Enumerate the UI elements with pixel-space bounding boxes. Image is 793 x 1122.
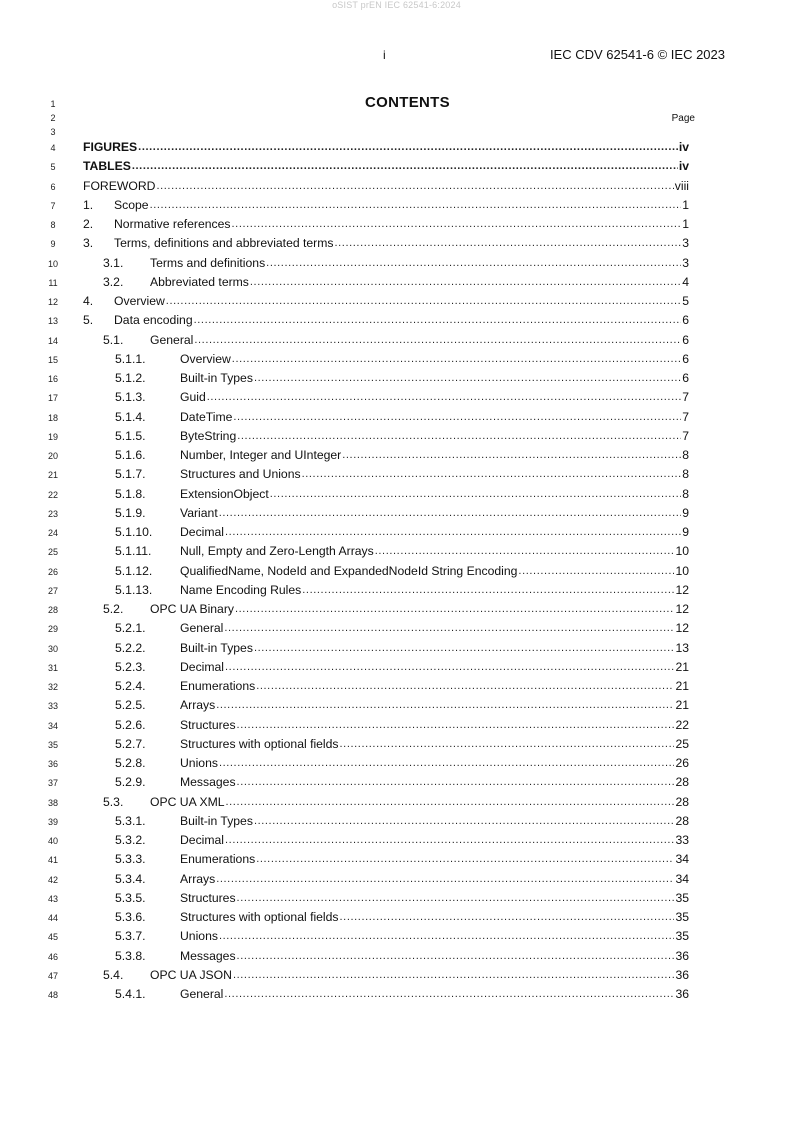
toc-entry-title: Overview: [114, 294, 165, 308]
toc-dot-leader: [256, 852, 674, 867]
toc-entry-page: 1: [682, 217, 689, 231]
toc-entry-title: Unions: [180, 756, 218, 770]
toc-entry-number: 5.2.6.: [115, 717, 146, 732]
line-number: 37: [47, 778, 58, 789]
toc-dot-leader: [216, 872, 674, 887]
toc-entry-title: FIGURES: [83, 140, 138, 154]
toc-entry[interactable]: [103, 601, 689, 617]
line-number: 18: [47, 412, 58, 423]
toc-entry-title: Structures with optional fields: [180, 910, 339, 924]
line-number: 26: [47, 566, 58, 577]
toc-entry-page: 34: [675, 871, 689, 886]
toc-entry-title: OPC UA XML: [150, 794, 225, 809]
toc-entry-title: Arrays: [180, 871, 216, 886]
line-number: 23: [47, 508, 58, 519]
toc-entry-number: 5.3.6.: [115, 910, 146, 924]
toc-entry-title: Decimal: [180, 659, 225, 674]
toc-entry[interactable]: [115, 543, 689, 559]
toc-entry-number: 5.1.11.: [115, 544, 152, 559]
toc-entry-number: 5.3.4.: [115, 871, 146, 886]
toc-entry[interactable]: [115, 582, 689, 598]
toc-entry[interactable]: [115, 620, 689, 636]
toc-entry-page: 13: [675, 640, 689, 655]
line-number: 38: [47, 797, 58, 808]
toc-dot-leader: [340, 737, 675, 752]
toc-entry-page: iv: [678, 159, 689, 174]
toc-entry-title: OPC UA Binary: [150, 602, 234, 616]
toc-dot-leader: [256, 679, 674, 694]
toc-entry-page: 36: [675, 987, 689, 1001]
toc-entry-number: 5.1.8.: [115, 486, 146, 501]
toc-entry-title: Messages: [180, 775, 236, 790]
toc-entry[interactable]: [115, 640, 689, 656]
toc-entry[interactable]: [115, 813, 689, 829]
line-number: 36: [47, 759, 58, 769]
line-number: 11: [48, 277, 58, 288]
toc-dot-leader: [237, 891, 675, 906]
toc-dot-leader: [166, 294, 681, 309]
toc-entry[interactable]: [115, 948, 689, 964]
toc-entry[interactable]: [115, 351, 689, 367]
toc-entry-number: 5.4.1.: [115, 987, 146, 1001]
toc-entry[interactable]: [115, 447, 689, 463]
toc-dot-leader: [150, 198, 682, 213]
toc-entry-number: 5.2.9.: [115, 775, 146, 790]
line-number: 25: [47, 547, 58, 558]
toc-entry[interactable]: [103, 967, 689, 983]
toc-entry-number: 5.1.: [103, 332, 124, 347]
toc-entry-page: 34: [675, 852, 689, 867]
toc-entry-page: 35: [675, 910, 689, 924]
toc-entry-number: 5.2.8.: [115, 756, 146, 770]
toc-entry-number: 3.2.: [103, 274, 124, 289]
toc-entry-page: 22: [675, 717, 689, 732]
toc-entry-title: QualifiedName, NodeId and ExpandedNodeId String Encoding: [180, 563, 518, 578]
toc-entry-number: 5.1.2.: [115, 371, 146, 385]
toc-entry[interactable]: [115, 524, 689, 540]
toc-entry-title: General: [180, 987, 224, 1001]
watermark: oSIST prEN IEC 62541-6:2024: [332, 0, 461, 10]
toc-entry-number: 5.1.1.: [115, 351, 146, 366]
toc-entry-number: 5.2.5.: [115, 698, 146, 713]
page-column-label: Page: [671, 113, 695, 124]
toc-entry-title: ExtensionObject: [180, 486, 269, 501]
line-number: 46: [47, 951, 58, 962]
toc-entry-page: 35: [675, 890, 689, 905]
toc-entry[interactable]: [115, 774, 689, 790]
toc-entry[interactable]: [115, 871, 689, 887]
toc-dot-leader: [132, 159, 678, 174]
toc-entry-page: 6: [682, 313, 689, 328]
line-number: 8: [50, 220, 56, 230]
toc-dot-leader: [302, 583, 674, 598]
toc-entry-number: 5.1.3.: [115, 390, 146, 405]
line-number: 39: [47, 816, 58, 827]
toc-dot-leader: [270, 487, 681, 502]
toc-entry[interactable]: [83, 158, 689, 174]
toc-entry[interactable]: [83, 139, 689, 155]
toc-dot-leader: [207, 390, 681, 405]
toc-entry-title: Variant: [180, 505, 218, 520]
toc-entry-number: 5.2.: [103, 602, 124, 616]
line-number: 22: [47, 489, 58, 500]
toc-entry-number: 5.1.10.: [115, 525, 153, 539]
toc-entry-title: General: [150, 332, 194, 347]
toc-dot-leader: [518, 564, 674, 579]
line-number: 44: [47, 913, 58, 923]
toc-entry[interactable]: [115, 505, 689, 521]
line-number: 32: [47, 682, 58, 692]
toc-entry-page: 21: [675, 679, 689, 693]
line-number: 3: [50, 127, 56, 137]
toc-entry-page: iv: [678, 140, 689, 154]
toc-entry-page: 3: [682, 255, 689, 270]
toc-entry-number: 5.1.9.: [115, 505, 146, 520]
toc-entry-title: Abbreviated terms: [150, 274, 249, 289]
toc-entry-title: Guid: [180, 390, 206, 405]
toc-entry[interactable]: [115, 678, 689, 694]
toc-entry[interactable]: [115, 428, 689, 444]
toc-entry-title: General: [180, 621, 224, 636]
toc-entry-title: Overview: [180, 351, 231, 366]
toc-entry[interactable]: [115, 409, 689, 425]
toc-entry[interactable]: [115, 370, 689, 386]
toc-dot-leader: [233, 410, 681, 425]
toc-entry-number: 5.3.8.: [115, 948, 146, 963]
toc-entry-page: 8: [682, 467, 689, 482]
line-number: 10: [47, 258, 58, 269]
toc-entry[interactable]: [115, 851, 689, 867]
toc-entry-number: 4.: [83, 294, 94, 308]
line-number: 45: [47, 932, 58, 943]
toc-entry-page: 33: [675, 833, 689, 847]
toc-dot-leader: [194, 333, 681, 348]
toc-dot-leader: [224, 987, 674, 1002]
line-number: 5: [50, 162, 56, 173]
line-number: 29: [47, 624, 58, 635]
line-number: 34: [47, 720, 58, 731]
toc-entry-page: 21: [675, 659, 689, 674]
toc-dot-leader: [219, 929, 675, 944]
toc-entry-title: Number, Integer and UInteger: [180, 448, 342, 462]
line-number: 15: [47, 354, 58, 365]
line-number: 6: [50, 181, 56, 192]
line-number: 4: [50, 143, 56, 153]
toc-entry-page: 10: [675, 544, 689, 559]
toc-entry-page: 3: [682, 236, 689, 251]
toc-entry-title: Null, Empty and Zero-Length Arrays: [180, 544, 374, 559]
line-number: 47: [47, 970, 58, 981]
line-number: 7: [50, 200, 56, 211]
line-number: 12: [47, 297, 58, 307]
toc-entry-title: Normative references: [114, 217, 231, 231]
toc-entry-title: Decimal: [180, 525, 225, 539]
line-number: 40: [47, 836, 58, 846]
toc-entry[interactable]: [115, 697, 689, 713]
toc-entry-page: 28: [675, 775, 689, 790]
toc-entry-title: FOREWORD: [83, 178, 156, 193]
toc-dot-leader: [226, 795, 675, 810]
toc-entry-number: 5.3.3.: [115, 852, 146, 867]
toc-entry-title: Built-in Types: [180, 813, 253, 828]
toc-entry-number: 5.1.4.: [115, 409, 146, 424]
toc-entry-title: TABLES: [83, 159, 131, 174]
toc-entry-title: Terms and definitions: [150, 255, 266, 270]
toc-entry[interactable]: [115, 755, 689, 771]
toc-entry-page: 28: [675, 794, 689, 809]
toc-dot-leader: [138, 140, 678, 155]
toc-entry[interactable]: [115, 486, 689, 502]
toc-entry-number: 1.: [83, 197, 94, 212]
line-number: 1: [50, 99, 56, 109]
toc-entry-title: Structures and Unions: [180, 467, 301, 482]
toc-entry-page: viii: [674, 178, 689, 193]
line-number: 13: [47, 316, 58, 327]
toc-entry[interactable]: [103, 255, 689, 271]
line-number: 16: [47, 374, 58, 384]
line-number: 42: [47, 874, 58, 885]
toc-dot-leader: [216, 698, 674, 713]
line-number: 41: [47, 855, 58, 866]
line-number: 21: [47, 470, 58, 481]
toc-dot-leader: [219, 506, 682, 521]
toc-entry[interactable]: [83, 178, 689, 194]
toc-dot-leader: [254, 814, 675, 829]
toc-entry[interactable]: [103, 274, 689, 290]
toc-entry-number: 2.: [83, 217, 94, 231]
toc-entry-number: 5.3.7.: [115, 929, 146, 944]
toc-dot-leader: [250, 275, 681, 290]
toc-entry-title: DateTime: [180, 409, 233, 424]
toc-entry-page: 7: [682, 409, 689, 424]
toc-entry-page: 12: [675, 621, 689, 636]
toc-entry-page: 1: [682, 197, 689, 212]
toc-entry-page: 25: [675, 736, 689, 751]
line-number: 35: [47, 739, 58, 750]
toc-entry[interactable]: [115, 466, 689, 482]
toc-entry-number: 5.: [83, 313, 94, 328]
toc-entry-page: 5: [682, 294, 689, 308]
toc-entry[interactable]: [115, 736, 689, 752]
toc-entry-page: 9: [682, 525, 689, 539]
line-number: 31: [47, 662, 58, 673]
toc-entry-page: 10: [675, 563, 689, 578]
toc-entry-title: Messages: [180, 948, 236, 963]
toc-entry-page: 12: [675, 582, 689, 597]
toc-entry-title: Decimal: [180, 833, 225, 847]
toc-entry[interactable]: [83, 293, 689, 309]
toc-entry-number: 5.1.7.: [115, 467, 146, 482]
toc-entry-page: 36: [675, 948, 689, 963]
toc-dot-leader: [225, 660, 674, 675]
toc-entry-page: 6: [682, 332, 689, 347]
toc-entry-page: 6: [682, 371, 689, 385]
toc-entry-page: 8: [682, 486, 689, 501]
toc-entry-page: 26: [675, 756, 689, 770]
toc-entry[interactable]: [115, 832, 689, 848]
toc-entry-number: 5.2.1.: [115, 621, 146, 636]
toc-entry-title: Name Encoding Rules: [180, 582, 302, 597]
line-number: 30: [47, 643, 58, 654]
line-number: 17: [47, 393, 58, 404]
toc-dot-leader: [232, 217, 682, 232]
line-number: 24: [47, 528, 58, 538]
toc-entry-title: ByteString: [180, 428, 237, 443]
toc-dot-leader: [233, 968, 674, 983]
toc-dot-leader: [232, 352, 681, 367]
header-page-number: i: [383, 48, 386, 62]
toc-dot-leader: [219, 756, 675, 771]
toc-dot-leader: [194, 313, 682, 328]
toc-dot-leader: [266, 256, 681, 271]
toc-entry-page: 8: [682, 448, 689, 462]
toc-entry-page: 7: [682, 390, 689, 405]
toc-entry[interactable]: [83, 216, 689, 232]
toc-dot-leader: [237, 718, 675, 733]
line-number: 19: [47, 431, 58, 442]
line-number: 33: [47, 701, 58, 712]
toc-entry-number: 5.1.12.: [115, 563, 153, 578]
toc-dot-leader: [156, 179, 673, 194]
toc-entry-number: 5.2.3.: [115, 659, 146, 674]
line-number: 20: [47, 451, 58, 461]
toc-entry[interactable]: [83, 235, 689, 251]
toc-entry[interactable]: [115, 986, 689, 1002]
toc-entry-page: 4: [682, 274, 689, 289]
toc-entry-title: Data encoding: [114, 313, 193, 328]
toc-dot-leader: [225, 833, 674, 848]
toc-dot-leader: [254, 371, 681, 386]
toc-entry-title: Structures with optional fields: [180, 736, 339, 751]
toc-entry-number: 5.4.: [103, 967, 124, 982]
toc-entry-title: Terms, definitions and abbreviated terms: [114, 236, 334, 251]
toc-entry-number: 5.1.6.: [115, 448, 146, 462]
toc-entry-page: 28: [675, 813, 689, 828]
toc-dot-leader: [237, 949, 675, 964]
toc-entry-page: 12: [675, 602, 689, 616]
toc-entry-number: 3.: [83, 236, 94, 251]
toc-dot-leader: [334, 236, 681, 251]
toc-entry-title: Unions: [180, 929, 218, 944]
toc-entry-number: 5.3.2.: [115, 833, 146, 847]
toc-entry[interactable]: [115, 909, 689, 925]
toc-entry-page: 7: [682, 428, 689, 443]
toc-dot-leader: [302, 467, 682, 482]
toc-entry-number: 5.3.1.: [115, 813, 146, 828]
toc-entry-number: 5.2.4.: [115, 679, 146, 693]
toc-entry[interactable]: [103, 794, 689, 810]
toc-dot-leader: [237, 775, 675, 790]
toc-dot-leader: [237, 429, 681, 444]
toc-entry-page: 9: [682, 505, 689, 520]
toc-entry-number: 3.1.: [103, 255, 124, 270]
toc-entry-title: Built-in Types: [180, 371, 253, 385]
toc-dot-leader: [340, 910, 675, 925]
toc-entry-title: Structures: [180, 890, 236, 905]
toc-entry[interactable]: [115, 928, 689, 944]
toc-entry-title: Enumerations: [180, 679, 256, 693]
toc-dot-leader: [235, 602, 674, 617]
toc-entry-title: OPC UA JSON: [150, 967, 232, 982]
header-document-reference: IEC CDV 62541-6 © IEC 2023: [549, 47, 725, 62]
toc-dot-leader: [342, 448, 681, 463]
toc-entry-number: 5.1.13.: [115, 582, 153, 597]
toc-entry-number: 5.3.5.: [115, 890, 146, 905]
line-number: 28: [47, 605, 58, 615]
toc-entry-title: Arrays: [180, 698, 216, 713]
line-number: 2: [50, 113, 56, 123]
toc-entry[interactable]: [115, 717, 689, 733]
line-number: 14: [47, 335, 58, 346]
line-number: 27: [47, 585, 58, 596]
toc-entry-number: 5.2.2.: [115, 640, 146, 655]
toc-entry[interactable]: [115, 563, 689, 579]
toc-entry[interactable]: [83, 197, 689, 213]
toc-dot-leader: [375, 544, 675, 559]
toc-entry-page: 36: [675, 967, 689, 982]
toc-dot-leader: [254, 641, 675, 656]
toc-entry-number: 5.3.: [103, 794, 124, 809]
toc-entry-title: Scope: [114, 197, 149, 212]
toc-entry[interactable]: [83, 312, 689, 328]
toc-entry[interactable]: [115, 389, 689, 405]
toc-entry-title: Built-in Types: [180, 640, 253, 655]
toc-entry-title: Structures: [180, 717, 236, 732]
toc-entry[interactable]: [103, 332, 689, 348]
toc-entry[interactable]: [115, 890, 689, 906]
toc-entry-page: 35: [675, 929, 689, 944]
line-number: 43: [47, 893, 58, 904]
toc-dot-leader: [225, 525, 681, 540]
toc-entry[interactable]: [115, 659, 689, 675]
line-number: 9: [50, 239, 56, 250]
toc-entry-title: Enumerations: [180, 852, 256, 867]
toc-entry-number: 5.1.5.: [115, 428, 146, 443]
toc-entry-page: 21: [675, 698, 689, 713]
toc-entry-page: 6: [682, 351, 689, 366]
toc-entry-number: 5.2.7.: [115, 736, 146, 751]
line-number: 48: [47, 990, 58, 1000]
contents-title: CONTENTS: [365, 94, 450, 111]
toc-dot-leader: [224, 621, 674, 636]
